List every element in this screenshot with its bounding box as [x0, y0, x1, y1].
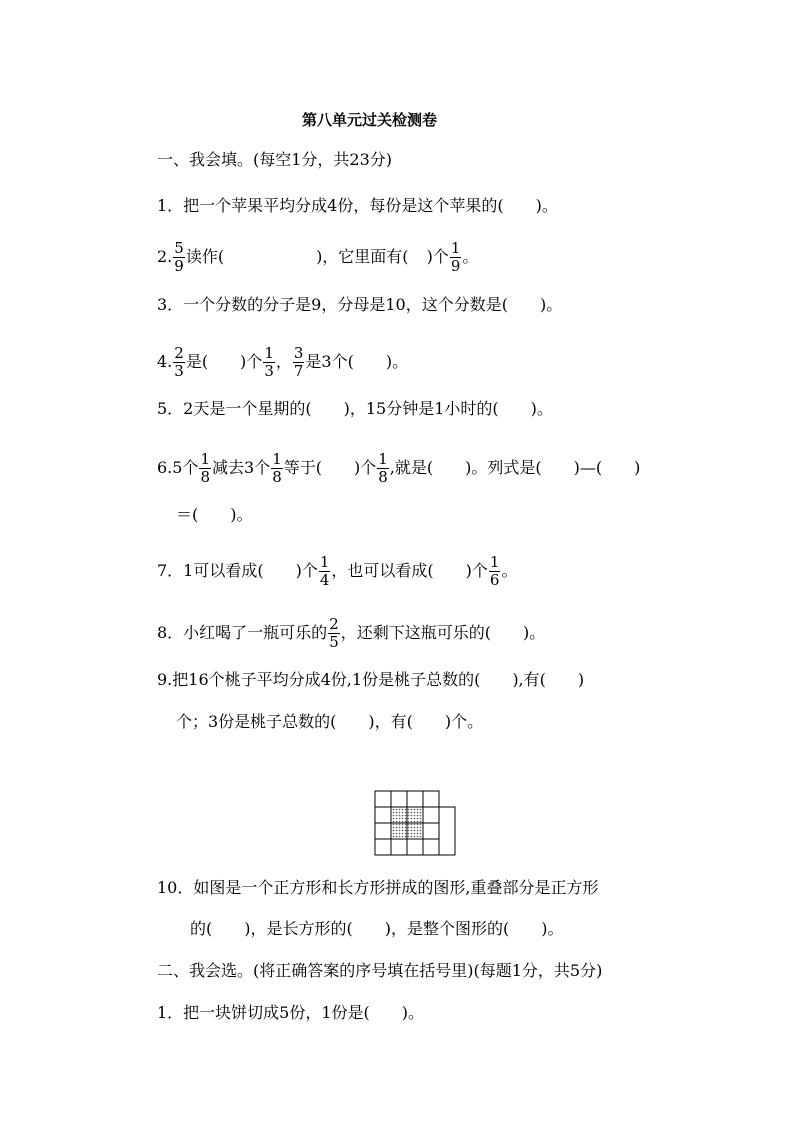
question-1-2: 2. $\frac{5}{9}$ 读作( )，它里面有( )个 $\frac{1}{9}$ 。 [157, 239, 479, 275]
question-1-5: 5．2天是一个星期的( )，15分钟是1小时的( )。 [157, 399, 553, 418]
question-1-10-line1: 10．如图是一个正方形和长方形拼成的图形,重叠部分是正方形 [157, 878, 599, 897]
question-1-6: 6.5个 $\frac{1}{8}$ 减去3个 $\frac{1}{8}$ 等于( )个 $\frac{1}{8}$ ,就是( )。列式是( )—( ) [157, 450, 641, 486]
fraction: $\frac{5}{9}$ [174, 239, 184, 275]
question-1-4: 4. $\frac{2}{3}$ 是( )个 $\frac{1}{3}$ ， $\frac{3}{7}$ 是3个( )。 [157, 344, 409, 380]
fraction: $\frac{2}{5}$ [329, 615, 339, 651]
question-1-1: 1．把一个苹果平均分成4份，每份是这个苹果的( )。 [157, 196, 558, 215]
question-1-6-continued: ＝( )。 [176, 505, 253, 524]
fraction: $\frac{2}{3}$ [174, 344, 184, 380]
question-1-7: 7．1可以看成( )个 $\frac{1}{4}$ ，也可以看成( )个 $\frac{1}{6}$ 。 [157, 553, 518, 589]
question-1-3: 3．一个分数的分子是9，分母是10，这个分数是( )。 [157, 295, 563, 314]
section-1-heading: 一、我会填。(每空1分，共23分) [157, 150, 393, 169]
fraction: $\frac{1}{4}$ [319, 553, 330, 589]
question-1-9-line1: 9.把16个桃子平均分成4份,1份是桃子总数的( ),有( ) [157, 670, 585, 689]
fraction: $\frac{1}{3}$ [264, 344, 274, 380]
fraction: $\frac{1}{6}$ [489, 553, 500, 589]
section-2-heading: 二、我会选。(将正确答案的序号填在括号里)(每题1分，共5分) [157, 961, 603, 980]
fraction: $\frac{3}{7}$ [293, 344, 304, 380]
fraction: $\frac{1}{8}$ [378, 450, 388, 486]
fraction: $\frac{1}{8}$ [272, 450, 282, 486]
fraction: $\frac{1}{8}$ [200, 450, 210, 486]
question-2-1: 1．把一块饼切成5份，1份是( )。 [157, 1003, 425, 1022]
overlap-figure [374, 790, 456, 856]
fraction: $\frac{1}{9}$ [450, 239, 461, 275]
question-1-8: 8．小红喝了一瓶可乐的 $\frac{2}{5}$ ，还剩下这瓶可乐的( )。 [157, 615, 546, 651]
question-1-9-line2: 个；3份是桃子总数的( )，有( )个。 [176, 712, 484, 731]
question-1-10-line2: 的( )，是长方形的( )，是整个图形的( )。 [190, 919, 564, 938]
page-title: 第八单元过关检测卷 [302, 111, 438, 129]
